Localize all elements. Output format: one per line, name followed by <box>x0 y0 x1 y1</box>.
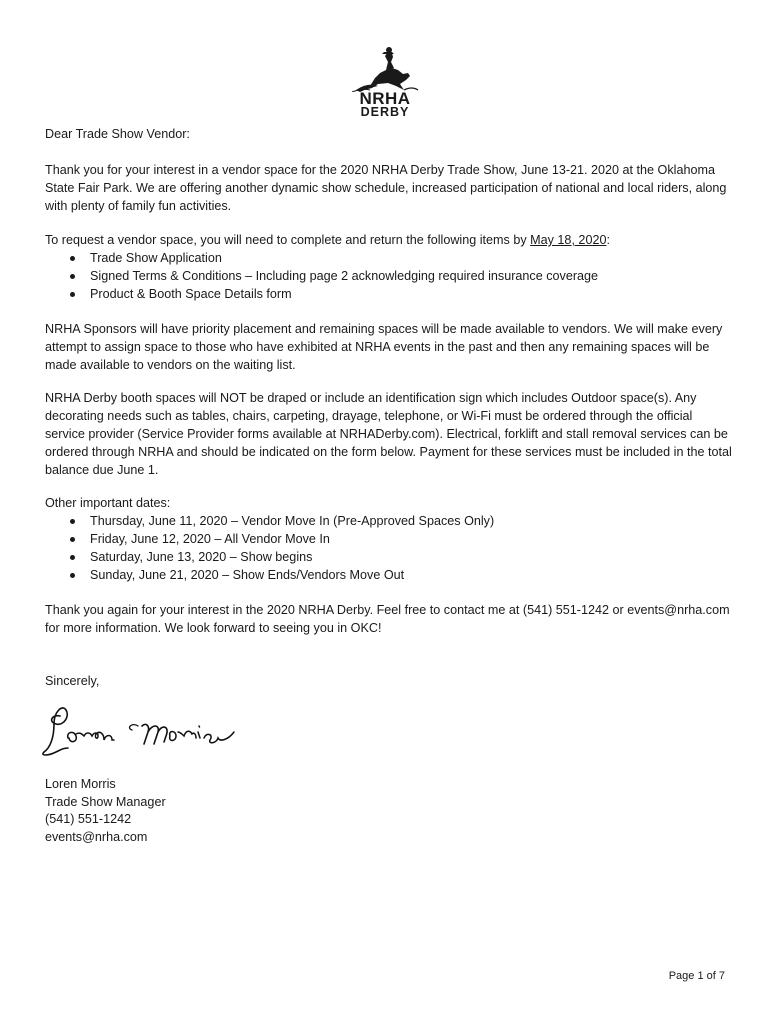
list-item: Saturday, June 13, 2020 – Show begins <box>45 548 494 566</box>
sender-title: Trade Show Manager <box>45 795 166 809</box>
request-paragraph <box>45 231 735 249</box>
sender-email: events@nrha.com <box>45 830 148 844</box>
deadline-date: May 18, 2020 <box>530 233 607 247</box>
sender-phone: (541) 551-1242 <box>45 812 132 826</box>
handwritten-signature <box>42 702 242 762</box>
list-item: Sunday, June 21, 2020 – Show Ends/Vendors Move Out <box>45 566 494 584</box>
list-item: Friday, June 12, 2020 – All Vendor Move In <box>45 530 494 548</box>
list-item: Product & Booth Space Details form <box>45 285 598 303</box>
logo-wordmark-nrha: NRHA <box>359 89 411 108</box>
greeting: Dear Trade Show Vendor: <box>45 127 190 141</box>
intro-paragraph: Thank you for your interest in a vendor space for the 2020 NRHA Derby Trade Show, June 13-21. 2020 at the Oklahoma State Fair Park. We are offering another dynamic show schedule, increased participation of national and local riders, along with plenty of family fun activities. <box>45 163 727 213</box>
important-dates-list <box>45 512 494 584</box>
booth-paragraph: NRHA Derby booth spaces will NOT be draped or include an identification sign which includes Outdoor space(s). Any decorating needs such as tables, chairs, carpeting, drayage, telephone, or Wi-Fi must be ordered through the official service provider (Service Provider forms available at NRHADerby.com). Electrical, forklift and stall removal services can be ordered through NRHA and should be indicated on the form below. Payment for these services must be included in the total balance due June 1. <box>45 391 732 477</box>
nrha-derby-logo <box>348 46 422 120</box>
request-colon: : <box>606 233 610 247</box>
sponsors-paragraph: NRHA Sponsors will have priority placement and remaining spaces will be made available to vendors. We will make every attempt to assign space to those who have exhibited at NRHA events in the past and then any remaining spaces will be made available to vendors on the waiting list. <box>45 322 723 372</box>
request-text: To request a vendor space, you will need to complete and return the following items by <box>45 233 531 247</box>
horse-rider-icon <box>348 46 422 92</box>
logo-wordmark-derby: DERBY <box>360 105 410 119</box>
list-item: Trade Show Application <box>45 249 598 267</box>
list-item: Signed Terms & Conditions – Including page 2 acknowledging required insurance coverage <box>45 267 598 285</box>
dates-heading: Other important dates: <box>45 496 171 510</box>
sender-name: Loren Morris <box>45 777 116 791</box>
list-item: Thursday, June 11, 2020 – Vendor Move In (Pre-Approved Spaces Only) <box>45 512 494 530</box>
required-items-list <box>45 249 598 303</box>
signoff: Sincerely, <box>45 674 100 688</box>
closing-paragraph: Thank you again for your interest in the 2020 NRHA Derby. Feel free to contact me at (541) 551-1242 or events@nrha.com for more information. We look forward to seeing you in OKC! <box>45 603 730 635</box>
page-number: Page 1 of 7 <box>668 970 725 982</box>
